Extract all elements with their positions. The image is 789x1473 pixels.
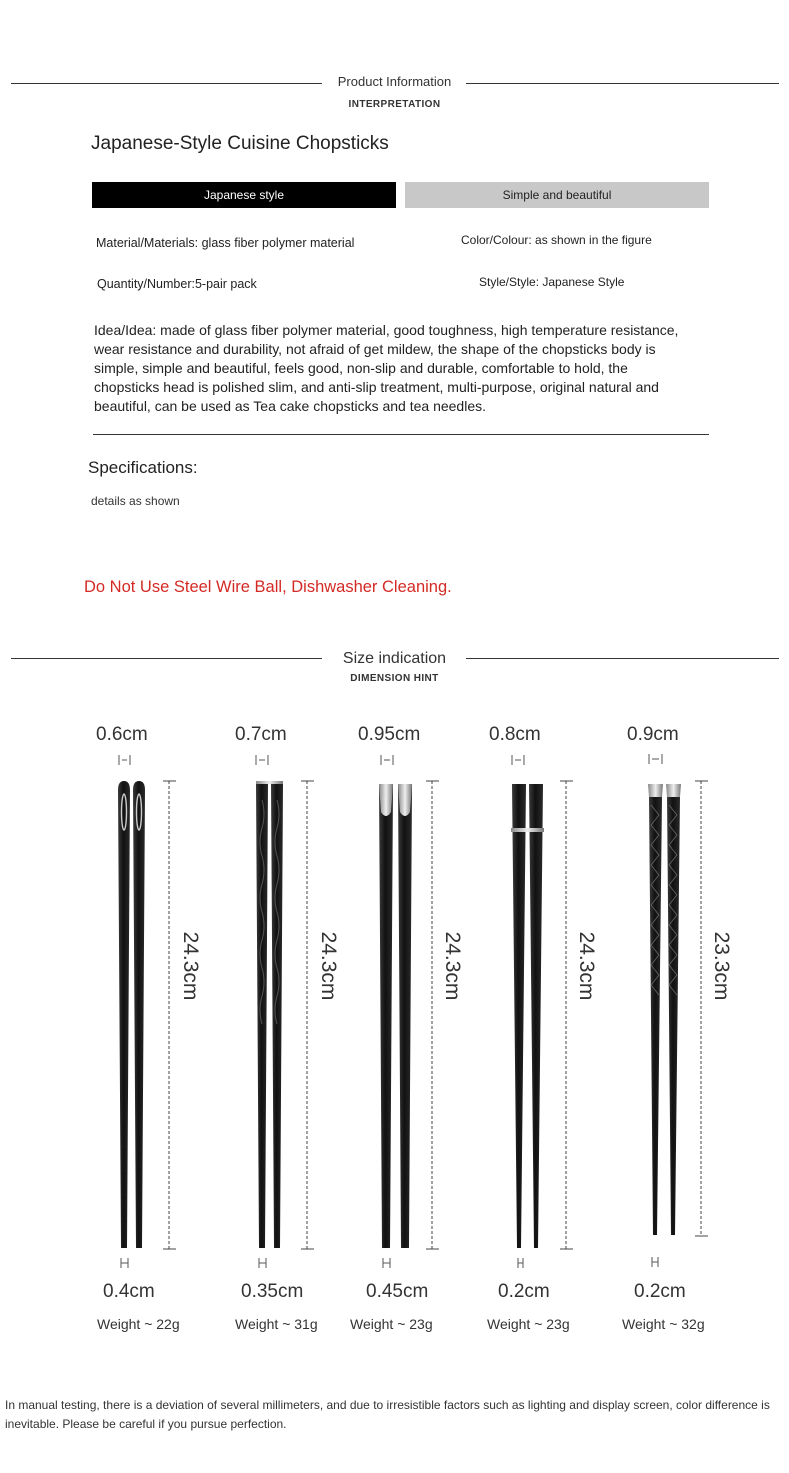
tip-width-mark-1 xyxy=(121,1258,128,1268)
top-width-mark-1 xyxy=(119,755,130,765)
top-width-mark-4 xyxy=(512,755,524,765)
top-width-label-3: 0.95cm xyxy=(358,724,421,745)
weight-label-5: Weight ~ 32g xyxy=(622,1316,705,1332)
chopstick-pair-3 xyxy=(379,755,439,1268)
tip-width-mark-3 xyxy=(383,1258,390,1268)
material-attribute: Material/Materials: glass fiber polymer material xyxy=(96,236,355,250)
cleaning-warning: Do Not Use Steel Wire Ball, Dishwasher Cleaning. xyxy=(84,578,452,596)
length-label-1: 24.3cm xyxy=(179,931,202,1001)
weight-label-1: Weight ~ 22g xyxy=(97,1316,180,1332)
length-mark-1 xyxy=(163,781,176,1249)
style-attribute: Style/Style: Japanese Style xyxy=(479,275,625,289)
length-label-5: 23.3cm xyxy=(710,931,733,1001)
top-width-label-1: 0.6cm xyxy=(96,724,148,745)
specifications-label: Specifications: xyxy=(88,458,198,477)
weight-label-2: Weight ~ 31g xyxy=(235,1316,318,1332)
tip-width-label-4: 0.2cm xyxy=(498,1281,550,1302)
quantity-attribute: Quantity/Number:5-pair pack xyxy=(97,277,257,291)
length-label-4: 24.3cm xyxy=(575,931,598,1001)
chopstick-4b xyxy=(529,784,543,1248)
product-idea-text: Idea/Idea: made of glass fiber polymer material, good toughness, high temperature resistance, wear resistance and durability, not afraid of get mildew, the shape of the chopsticks body is simple, simple and beautiful, feels good, non-slip and durable, comfortable to hold, the chopsticks head is polished slim, and anti-slip treatment, multi-purpose, original natural and beautiful, can be used as Tea cake chopsticks and tea needles. xyxy=(94,322,679,414)
tip-width-label-1: 0.4cm xyxy=(103,1281,155,1302)
chopstick-pair-2 xyxy=(256,755,314,1268)
size-indication-subtitle: DIMENSION HINT xyxy=(350,673,439,684)
length-mark-4 xyxy=(560,781,573,1249)
tip-width-mark-2 xyxy=(259,1258,266,1268)
top-width-mark-5 xyxy=(649,754,662,764)
length-mark-2 xyxy=(301,781,314,1249)
chopstick-pair-1 xyxy=(118,755,176,1268)
top-width-mark-2 xyxy=(256,755,268,765)
tip-width-mark-4 xyxy=(518,1258,523,1268)
tip-width-label-3: 0.45cm xyxy=(366,1281,429,1302)
chopstick-5b xyxy=(667,796,680,1235)
length-label-2: 24.3cm xyxy=(317,931,340,1001)
length-mark-5 xyxy=(695,781,708,1236)
tip-width-label-5: 0.2cm xyxy=(634,1281,686,1302)
color-attribute: Color/Colour: as shown in the figure xyxy=(461,233,652,247)
chopstick-3b xyxy=(398,784,412,1248)
product-info-subtitle: INTERPRETATION xyxy=(348,99,441,110)
tip-width-label-2: 0.35cm xyxy=(241,1281,304,1302)
chopstick-1b xyxy=(133,781,145,1248)
top-width-label-4: 0.8cm xyxy=(489,724,541,745)
chopstick-pair-5 xyxy=(648,754,708,1267)
length-label-3: 24.3cm xyxy=(441,931,464,1001)
top-width-label-2: 0.7cm xyxy=(235,724,287,745)
top-width-label-5: 0.9cm xyxy=(627,724,679,745)
tag-simple-beautiful: Simple and beautiful xyxy=(405,182,709,208)
chopstick-2a xyxy=(256,784,268,1248)
weight-label-3: Weight ~ 23g xyxy=(350,1316,433,1332)
deviation-footnote: In manual testing, there is a deviation of several millimeters, and due to irresistible factors such as lighting and display screen, color difference is inevitable. Please be careful if you pursue perfection. xyxy=(5,1398,770,1431)
chopstick-4a xyxy=(512,784,526,1248)
product-info-title: Product Information xyxy=(337,74,452,89)
length-mark-3 xyxy=(426,781,439,1249)
specifications-details: details as shown xyxy=(91,494,180,508)
chopstick-1a xyxy=(118,781,130,1248)
chopstick-pair-4 xyxy=(511,755,573,1268)
tag-japanese-style: Japanese style xyxy=(92,182,396,208)
chopstick-5a xyxy=(649,796,662,1235)
chopstick-2b xyxy=(271,784,283,1248)
top-width-mark-3 xyxy=(381,755,393,765)
size-indication-title: Size indication xyxy=(342,650,447,667)
product-name: Japanese-Style Cuisine Chopsticks xyxy=(91,133,389,154)
chopstick-3a xyxy=(379,784,393,1248)
weight-label-4: Weight ~ 23g xyxy=(487,1316,570,1332)
tip-width-mark-5 xyxy=(652,1257,658,1267)
